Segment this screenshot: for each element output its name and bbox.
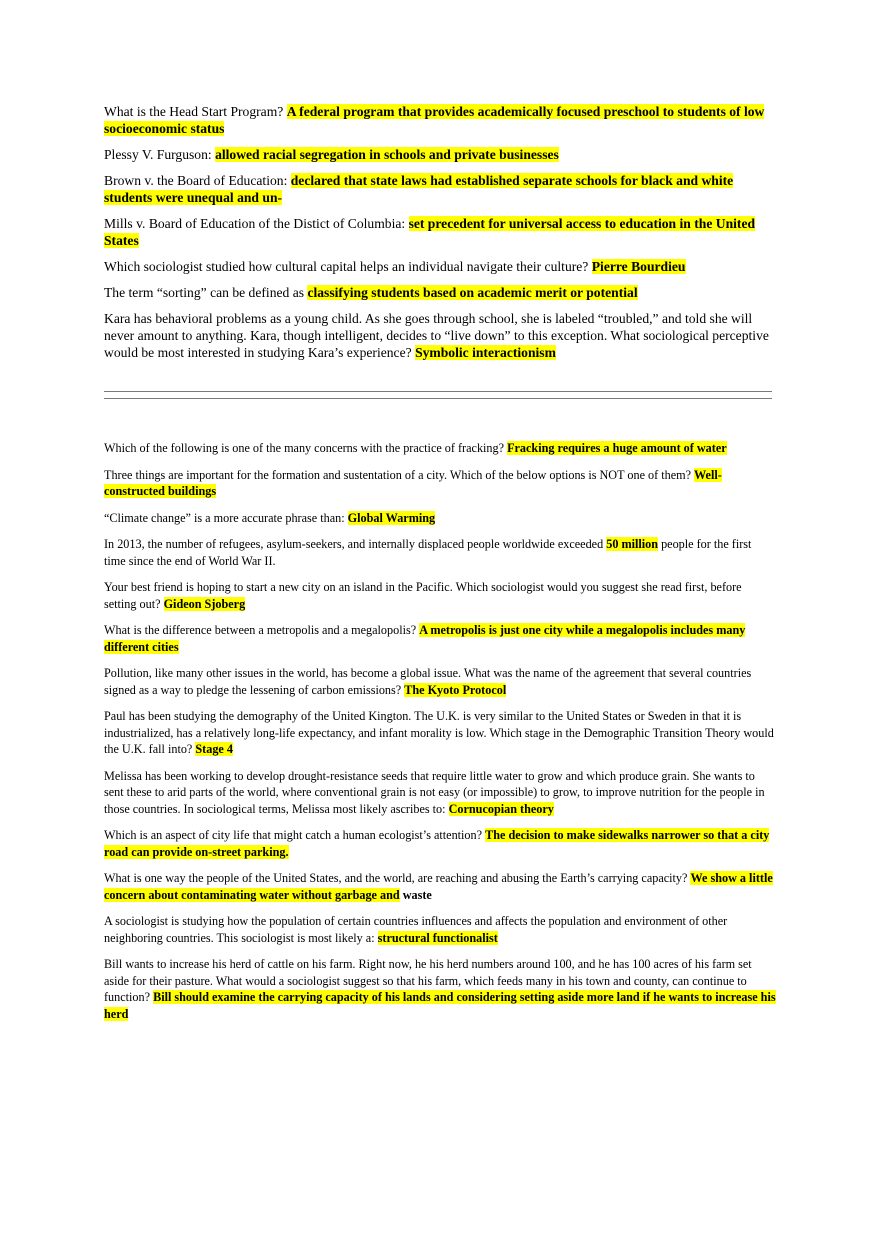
divider-line-top xyxy=(104,391,772,392)
question-text: Which of the following is one of the many concerns with the practice of fracking? xyxy=(104,441,508,455)
qa-item xyxy=(104,708,776,758)
answer-highlight: We show a little concern about contaminating water without garbage and xyxy=(104,871,773,902)
question-text: Plessy V. Furguson: xyxy=(104,147,216,162)
question-text: Bill wants to increase his herd of cattle on his farm. Right now, he his herd numbers around 100, and he has 100 acres of his farm set aside for their pasture. What would a sociologist suggest so that his farm, which feeds many in his town and county, can continue to function? xyxy=(104,957,752,1004)
qa-item xyxy=(104,258,776,275)
answer-highlight: 50 million xyxy=(606,537,659,551)
answer-highlight: Well-constructed buildings xyxy=(104,467,722,498)
answer-highlight: Symbolic interactionism xyxy=(415,345,556,360)
qa-item xyxy=(104,622,776,655)
answer-highlight: Fracking requires a huge amount of water xyxy=(507,441,727,455)
answer-highlight: Gideon Sjoberg xyxy=(163,596,246,611)
section-education xyxy=(104,103,776,370)
question-text: In 2013, the number of refugees, asylum-seekers, and internally displaced people worldwide exceeded xyxy=(104,537,607,551)
qa-item xyxy=(104,310,776,361)
qa-item xyxy=(104,913,776,946)
section-urbanization-environment xyxy=(104,440,776,1032)
qa-item xyxy=(104,768,776,818)
qa-item xyxy=(104,510,776,527)
question-text: Kara has behavioral problems as a young child. As she goes through school, she is labeled “troubled,” and told she will never amount to anything. Kara, though intelligent, decides to “live down” to this exception. What sociological perceptive would be most interested in studying Kara’s experience? xyxy=(104,311,769,360)
question-text: Mills v. Board of Education of the Distict of Columbia: xyxy=(104,216,409,231)
qa-item xyxy=(104,579,776,612)
answer-highlight: The Kyoto Protocol xyxy=(404,682,507,697)
question-text: What is the Head Start Program? xyxy=(104,104,287,119)
answer-highlight: Pierre Bourdieu xyxy=(591,259,686,274)
answer-highlight: classifying students based on academic merit or potential xyxy=(307,285,638,300)
divider-line-bottom xyxy=(104,398,772,399)
qa-item xyxy=(104,956,776,1022)
qa-item xyxy=(104,172,776,206)
answer-highlight: A metropolis is just one city while a megalopolis includes many different cities xyxy=(104,623,746,654)
question-text: Your best friend is hoping to start a new city on an island in the Pacific. Which sociologist would you suggest she read first, before setting out? xyxy=(104,580,742,611)
question-text: Paul has been studying the demography of the United Kington. The U.K. is very similar to the United States or Sweden in that it is industrialized, has a relatively long-life expectancy, and infant morality is low. Which stage in the Demographic Transition Theory would the U.K. fall into? xyxy=(104,709,774,756)
answer-highlight: set precedent for universal access to education in the United States xyxy=(104,216,756,248)
question-text: Which sociologist studied how cultural capital helps an individual navigate their culture? xyxy=(104,259,592,274)
answer-highlight: Cornucopian theory xyxy=(448,801,554,816)
question-text: The term “sorting” can be defined as xyxy=(104,285,308,300)
question-text: Brown v. the Board of Education: xyxy=(104,173,291,188)
answer-highlight: structural functionalist xyxy=(377,930,498,945)
qa-item xyxy=(104,284,776,301)
qa-item xyxy=(104,870,776,903)
answer-highlight: declared that state laws had established separate schools for black and white students were unequal and un- xyxy=(104,173,734,205)
question-tail-text: people for the first time since the end of World War II. xyxy=(104,537,752,568)
question-text: What is the difference between a metropolis and a megalopolis? xyxy=(104,623,420,637)
answer-highlight: The decision to make sidewalks narrower so that a city road can provide on-street parking. xyxy=(104,828,770,859)
answer-tail-text: waste xyxy=(399,887,432,902)
qa-item xyxy=(104,440,776,457)
answer-highlight: Global Warming xyxy=(347,510,436,525)
qa-item xyxy=(104,103,776,137)
question-text: Three things are important for the formation and sustentation of a city. Which of the below options is NOT one of them? xyxy=(104,467,695,482)
qa-item xyxy=(104,665,776,698)
question-text: Pollution, like many other issues in the world, has become a global issue. What was the name of the agreement that several countries signed as a way to pledge the lessening of carbon emissions? xyxy=(104,666,752,697)
qa-item xyxy=(104,146,776,163)
question-text: A sociologist is studying how the population of certain countries influences and affects the population and environment of other neighboring countries. This sociologist is most likely a: xyxy=(104,914,728,945)
qa-item xyxy=(104,827,776,860)
qa-item xyxy=(104,536,776,569)
answer-highlight: Bill should examine the carrying capacity of his lands and considering setting aside more land if he wants to increase his herd xyxy=(104,990,776,1021)
answer-highlight: allowed racial segregation in schools and private businesses xyxy=(215,147,559,162)
question-text: What is one way the people of the United States, and the world, are reaching and abusing the Earth’s carrying capacity? xyxy=(104,871,691,885)
answer-highlight: A federal program that provides academically focused preschool to students of low socioeconomic status xyxy=(104,104,765,136)
qa-item xyxy=(104,215,776,249)
question-text: Melissa has been working to develop drought-resistance seeds that require little water to grow and which produce grain. She wants to sent these to arid parts of the world, where conventional grain is not easy (or impossible) to grow, to improve nutrition for the people in those countries. In sociological terms, Melissa most likely ascribes to: xyxy=(104,768,765,816)
answer-highlight: Stage 4 xyxy=(195,742,233,756)
qa-item xyxy=(104,467,776,500)
question-text: Which is an aspect of city life that might catch a human ecologist’s attention? xyxy=(104,828,486,842)
question-text: “Climate change” is a more accurate phrase than: xyxy=(104,510,348,525)
